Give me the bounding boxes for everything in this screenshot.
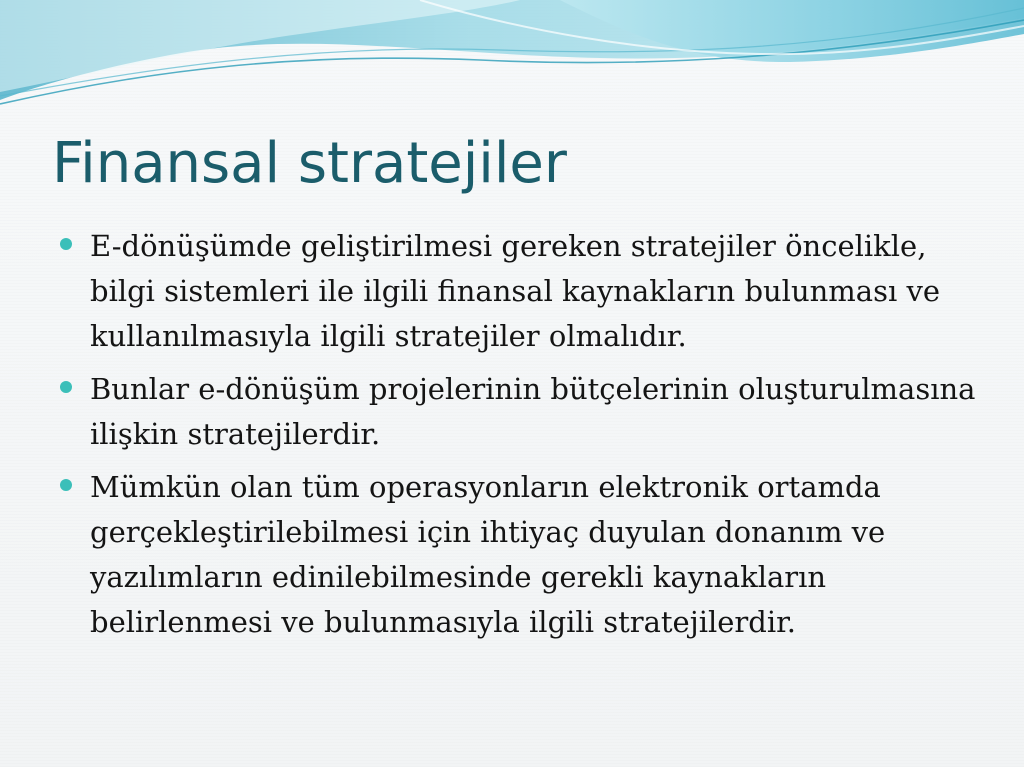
bullet-text: Mümkün olan tüm operasyonların elektronik ortamda gerçekleştirilebilmesi için ihtiyaç duyulan donanım ve yazılımların edinilebilmesinde gerekli kaynakların belirlenmesi ve bulunmasıyla ilgili stratejilerdir. [90, 470, 886, 639]
bullet-dot-icon [60, 479, 72, 491]
bullet-item [60, 367, 980, 457]
bullet-item [60, 465, 980, 645]
bullet-text: E-dönüşümde geliştirilmesi gereken stratejiler öncelikle, bilgi sistemleri ile ilgili finansal kaynakların bulunması ve kullanılmasıyla ilgili stratejiler olmalıdır. [90, 229, 941, 353]
bullet-dot-icon [60, 381, 72, 393]
bullet-item [60, 224, 980, 359]
bullet-text: Bunlar e-dönüşüm projelerinin bütçelerinin oluşturulmasına ilişkin stratejilerdir. [90, 372, 976, 451]
slide-title: Finansal stratejiler [52, 131, 567, 196]
bullet-dot-icon [60, 238, 72, 250]
bullet-list [60, 224, 980, 653]
decorative-wave-header [0, 0, 1024, 120]
